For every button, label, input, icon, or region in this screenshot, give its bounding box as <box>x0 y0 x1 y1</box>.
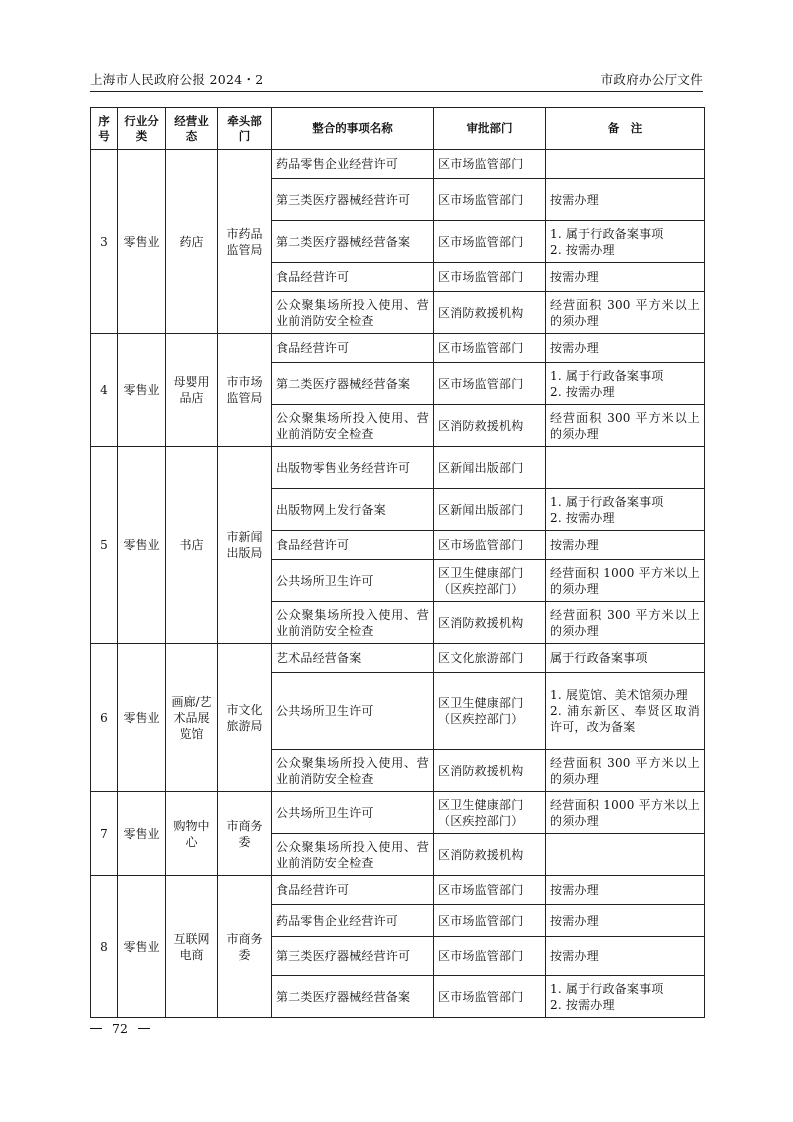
cell-item-name: 食品经营许可 <box>272 531 434 560</box>
cell-notes: 按需办理 <box>546 937 705 976</box>
cell-industry: 零售业 <box>118 792 166 876</box>
cell-notes: 经营面积 300 平方米以上的须办理 <box>546 750 705 792</box>
footer-dash-left <box>90 1028 102 1029</box>
column-header-industry: 行业分类 <box>118 108 166 150</box>
cell-notes <box>546 150 705 179</box>
column-header-approval-dept: 审批部门 <box>434 108 546 150</box>
cell-approval-dept: 区市场监管部门 <box>434 221 546 263</box>
cell-approval-dept: 区市场监管部门 <box>434 150 546 179</box>
cell-item-name: 公共场所卫生许可 <box>272 673 434 750</box>
cell-item-name: 第三类医疗器械经营许可 <box>272 179 434 221</box>
column-header-no: 序号 <box>91 108 118 150</box>
cell-lead-dept: 市商务委 <box>218 876 272 1018</box>
cell-approval-dept: 区市场监管部门 <box>434 334 546 363</box>
cell-approval-dept: 区市场监管部门 <box>434 263 546 292</box>
cell-item-name: 药品零售企业经营许可 <box>272 150 434 179</box>
cell-approval-dept: 区市场监管部门 <box>434 976 546 1018</box>
cell-notes <box>546 447 705 489</box>
cell-lead-dept: 市文化旅游局 <box>218 644 272 792</box>
table-body <box>91 150 705 1018</box>
cell-item-name: 公共场所卫生许可 <box>272 792 434 834</box>
cell-item-name: 第二类医疗器械经营备案 <box>272 221 434 263</box>
cell-approval-dept: 区消防救援机构 <box>434 292 546 334</box>
cell-item-name: 公众聚集场所投入使用、营业前消防安全检查 <box>272 602 434 644</box>
cell-item-name: 艺术品经营备案 <box>272 644 434 673</box>
cell-lead-dept: 市市场监管局 <box>218 334 272 447</box>
cell-no: 7 <box>91 792 118 876</box>
cell-notes: 按需办理 <box>546 531 705 560</box>
cell-notes: 经营面积 300 平方米以上的须办理 <box>546 292 705 334</box>
cell-item-name: 出版物零售业务经营许可 <box>272 447 434 489</box>
cell-notes: 按需办理 <box>546 179 705 221</box>
cell-no: 6 <box>91 644 118 792</box>
table-row <box>91 447 705 489</box>
cell-item-name: 出版物网上发行备案 <box>272 489 434 531</box>
table-row <box>91 644 705 673</box>
cell-approval-dept: 区文化旅游部门 <box>434 644 546 673</box>
cell-notes: 经营面积 1000 平方米以上的须办理 <box>546 560 705 602</box>
cell-item-name: 公众聚集场所投入使用、营业前消防安全检查 <box>272 405 434 447</box>
cell-lead-dept: 市药品监管局 <box>218 150 272 334</box>
page-number: 72 <box>112 1021 128 1036</box>
cell-industry: 零售业 <box>118 334 166 447</box>
cell-industry: 零售业 <box>118 876 166 1018</box>
table-row <box>91 150 705 179</box>
cell-approval-dept: 区市场监管部门 <box>434 905 546 937</box>
table-row <box>91 334 705 363</box>
cell-no: 4 <box>91 334 118 447</box>
cell-item-name: 药品零售企业经营许可 <box>272 905 434 937</box>
cell-approval-dept: 区新闻出版部门 <box>434 489 546 531</box>
cell-format: 药店 <box>166 150 218 334</box>
table-header-row <box>91 108 705 150</box>
column-header-format: 经营业态 <box>166 108 218 150</box>
cell-notes: 按需办理 <box>546 876 705 905</box>
footer-dash-right <box>138 1028 150 1029</box>
cell-notes <box>546 834 705 876</box>
cell-approval-dept: 区卫生健康部门（区疾控部门） <box>434 560 546 602</box>
cell-notes: 1. 属于行政备案事项 2. 按需办理 <box>546 976 705 1018</box>
cell-notes: 经营面积 300 平方米以上的须办理 <box>546 602 705 644</box>
column-header-notes: 备 注 <box>546 108 705 150</box>
cell-notes: 1. 展览馆、美术馆须办理 2. 浦东新区、奉贤区取消许可，改为备案 <box>546 673 705 750</box>
page-header <box>90 66 703 90</box>
cell-notes: 1. 属于行政备案事项 2. 按需办理 <box>546 489 705 531</box>
cell-approval-dept: 区新闻出版部门 <box>434 447 546 489</box>
section-title: 市政府办公厅文件 <box>600 72 703 87</box>
cell-industry: 零售业 <box>118 644 166 792</box>
cell-item-name: 第二类医疗器械经营备案 <box>272 363 434 405</box>
cell-format: 互联网电商 <box>166 876 218 1018</box>
column-header-item-name: 整合的事项名称 <box>272 108 434 150</box>
cell-item-name: 第三类医疗器械经营许可 <box>272 937 434 976</box>
cell-notes: 1. 属于行政备案事项 2. 按需办理 <box>546 221 705 263</box>
page-footer <box>90 1021 150 1036</box>
cell-approval-dept: 区消防救援机构 <box>434 834 546 876</box>
cell-item-name: 公众聚集场所投入使用、营业前消防安全检查 <box>272 834 434 876</box>
cell-notes: 1. 属于行政备案事项 2. 按需办理 <box>546 363 705 405</box>
cell-notes: 经营面积 300 平方米以上的须办理 <box>546 405 705 447</box>
cell-approval-dept: 区卫生健康部门（区疾控部门） <box>434 673 546 750</box>
approval-items-table <box>90 107 705 1018</box>
cell-item-name: 公众聚集场所投入使用、营业前消防安全检查 <box>272 292 434 334</box>
cell-approval-dept: 区市场监管部门 <box>434 363 546 405</box>
cell-approval-dept: 区市场监管部门 <box>434 179 546 221</box>
cell-item-name: 食品经营许可 <box>272 876 434 905</box>
cell-lead-dept: 市新闻出版局 <box>218 447 272 644</box>
cell-approval-dept: 区卫生健康部门（区疾控部门） <box>434 792 546 834</box>
publication-title: 上海市人民政府公报 2024・2 <box>90 72 264 87</box>
cell-lead-dept: 市商务委 <box>218 792 272 876</box>
cell-format: 书店 <box>166 447 218 644</box>
cell-item-name: 公众聚集场所投入使用、营业前消防安全检查 <box>272 750 434 792</box>
cell-notes: 经营面积 1000 平方米以上的须办理 <box>546 792 705 834</box>
table-row <box>91 792 705 834</box>
header-divider <box>90 91 703 92</box>
cell-item-name: 食品经营许可 <box>272 263 434 292</box>
cell-format: 购物中心 <box>166 792 218 876</box>
cell-approval-dept: 区市场监管部门 <box>434 937 546 976</box>
column-header-lead-dept: 牵头部门 <box>218 108 272 150</box>
cell-format: 母婴用品店 <box>166 334 218 447</box>
cell-approval-dept: 区消防救援机构 <box>434 602 546 644</box>
cell-approval-dept: 区市场监管部门 <box>434 531 546 560</box>
table-row <box>91 876 705 905</box>
cell-notes: 按需办理 <box>546 905 705 937</box>
cell-notes: 属于行政备案事项 <box>546 644 705 673</box>
cell-approval-dept: 区市场监管部门 <box>434 876 546 905</box>
cell-no: 5 <box>91 447 118 644</box>
cell-industry: 零售业 <box>118 447 166 644</box>
cell-item-name: 食品经营许可 <box>272 334 434 363</box>
cell-no: 8 <box>91 876 118 1018</box>
cell-format: 画廊/艺术品展览馆 <box>166 644 218 792</box>
cell-no: 3 <box>91 150 118 334</box>
cell-notes: 按需办理 <box>546 263 705 292</box>
cell-item-name: 第二类医疗器械经营备案 <box>272 976 434 1018</box>
cell-notes: 按需办理 <box>546 334 705 363</box>
cell-approval-dept: 区消防救援机构 <box>434 750 546 792</box>
cell-industry: 零售业 <box>118 150 166 334</box>
cell-approval-dept: 区消防救援机构 <box>434 405 546 447</box>
cell-item-name: 公共场所卫生许可 <box>272 560 434 602</box>
